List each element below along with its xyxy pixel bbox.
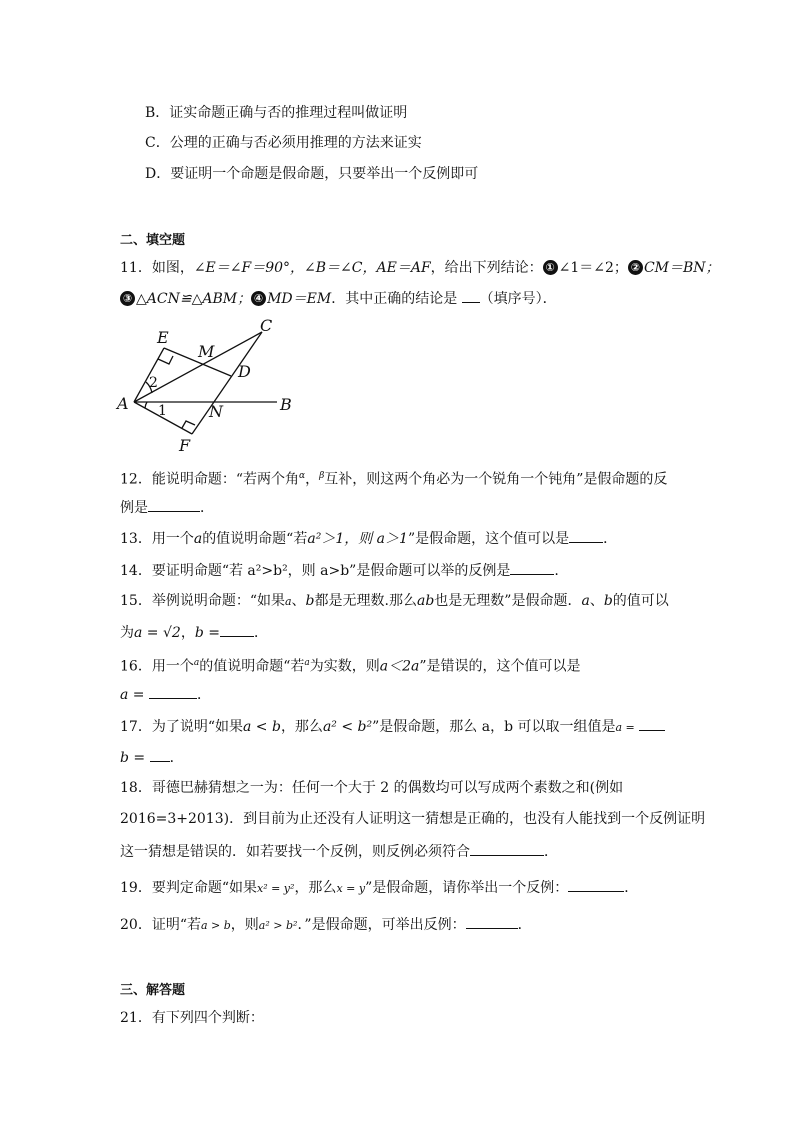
- q12-text-c: 互补，则这两个角必为一个锐角一个钝角”是假命题的反: [324, 471, 668, 488]
- q14-end: .: [554, 563, 559, 579]
- label-n: N: [209, 402, 223, 421]
- question-11-line-1: [120, 258, 720, 278]
- q16-answer-blank[interactable]: [149, 684, 197, 699]
- question-16-line-1: [120, 653, 581, 677]
- q15-a-2: a: [581, 593, 590, 609]
- q15-comma: ，: [180, 625, 195, 641]
- q15-text-b: 都是无理数.那么: [314, 593, 417, 609]
- label-a: A: [117, 394, 129, 413]
- q12-alpha: α: [298, 471, 306, 481]
- q15-sep: 、: [291, 593, 306, 609]
- question-14: [120, 560, 559, 581]
- q17-a-blank[interactable]: [639, 716, 665, 731]
- q17-conclusion: a² < b²: [322, 719, 373, 735]
- q16-text-c: 为实数，则: [309, 658, 380, 675]
- q11-hint: （填序号）．: [479, 291, 557, 307]
- section-title-fill-in: 二、填空题: [120, 233, 186, 248]
- q18-answer-blank[interactable]: [470, 841, 544, 856]
- angle-label-1: 1: [158, 403, 167, 419]
- circled-3: ③: [120, 291, 135, 306]
- q15-a: a: [284, 595, 292, 608]
- q11-result-3: △ACN≌△ABM；: [136, 291, 252, 307]
- q15-b-2: b: [603, 593, 613, 609]
- q11-answer-blank[interactable]: [462, 288, 480, 303]
- right-angle-f: [182, 421, 195, 428]
- q11-result-1: ∠1＝∠2；: [558, 260, 628, 276]
- q14-text: 14．要证明命题“若 a²>b²，则 a>b”是假命题可以举的反例是: [120, 563, 511, 579]
- label-f: F: [179, 436, 191, 455]
- question-15-line-2: [120, 622, 268, 643]
- q12-beta: β: [319, 471, 325, 481]
- q13-end: ．: [603, 531, 618, 547]
- q15-end: ．: [253, 625, 268, 641]
- question-16-line-2: [120, 684, 211, 705]
- q12-answer-blank[interactable]: [148, 497, 200, 512]
- q20-text-c: ．”是假命题，可举出反例：: [297, 917, 466, 933]
- q16-inequality: a＜2a: [379, 658, 420, 675]
- q17-end: ．: [169, 750, 184, 766]
- geometry-figure: [112, 316, 312, 456]
- q17-text-b: ，那么: [280, 719, 323, 735]
- question-18-line-2: 2016=3+2013)．到目前为止还没有人证明这一猜想是正确的，也没有人能找到一个反例证明: [120, 811, 706, 827]
- question-12-line-2: [120, 497, 214, 518]
- q17-b-eq: b =: [120, 750, 146, 766]
- q17-a-eq: a =: [615, 721, 635, 734]
- q12-text-a: 12．能说明命题：“若两个角: [120, 471, 299, 488]
- label-e: E: [157, 328, 169, 347]
- question-21: 21．有下列四个判断：: [120, 1010, 264, 1026]
- q16-text-a: 16．用一个: [120, 658, 194, 675]
- q11-result-4: MD＝EM: [267, 291, 332, 307]
- question-12-line-1: [120, 466, 667, 490]
- q16-text-b: 的值说明命题“若: [199, 658, 305, 675]
- question-18-line-3: [120, 841, 558, 862]
- q20-condition: a > b: [200, 919, 231, 932]
- label-c: C: [260, 316, 273, 335]
- question-18-line-1: 18．哥德巴赫猜想之一为：任何一个大于 2 的偶数均可以写成两个素数之和(例如: [120, 780, 624, 796]
- q14-answer-blank[interactable]: [510, 560, 554, 575]
- q17-text-c: ”是假命题，那么 a，b 可以取一组值是: [372, 719, 616, 735]
- q15-text-a: 15．举例说明命题：“如果: [120, 593, 285, 609]
- question-17-line-2: [120, 747, 184, 768]
- q12-text-d: 例是: [120, 500, 148, 516]
- q15-text-e: 为: [120, 625, 134, 641]
- question-15-line-1: [120, 591, 669, 612]
- q18-end: ．: [544, 844, 558, 860]
- question-19: [120, 877, 638, 899]
- q16-a-2: a: [304, 658, 310, 668]
- q11-result-2: CM＝BN；: [643, 260, 720, 276]
- q17-b-blank[interactable]: [150, 747, 170, 762]
- q20-end: ．: [517, 917, 532, 933]
- q19-text-b: ，那么: [294, 880, 337, 896]
- label-m: M: [198, 342, 215, 361]
- question-11-line-2: [120, 288, 557, 309]
- option-c: C．公理的正确与否必须用推理的方法来证实: [145, 135, 422, 151]
- q19-text-c: ”是假命题，请你举出一个反例：: [365, 880, 569, 896]
- angle-1-arc: [145, 402, 147, 408]
- question-17-line-1: [120, 716, 665, 738]
- q20-text-a: 20．证明“若: [120, 917, 201, 933]
- q16-text-d: ”是错误的，这个值可以是: [419, 658, 581, 675]
- q15-b-eq: b =: [194, 625, 220, 641]
- q20-answer-blank[interactable]: [466, 914, 518, 929]
- q19-answer-blank[interactable]: [568, 877, 624, 892]
- q18-text: 这一猜想是错误的．如若要找一个反例，则反例必须符合: [120, 844, 470, 860]
- q12-text-b: ，: [305, 471, 320, 488]
- q17-text-a: 17．为了说明“如果: [120, 719, 243, 735]
- q15-sep-2: 、: [589, 593, 604, 609]
- q19-conclusion: x = y: [336, 882, 366, 895]
- q19-condition: x² = y²: [256, 882, 295, 895]
- section-title-solve: 三、解答题: [120, 983, 186, 998]
- label-d: D: [238, 362, 251, 381]
- q19-end: ．: [624, 880, 639, 896]
- q11-condition: ∠E＝∠F＝90°，∠B＝∠C，AE＝AF: [193, 260, 431, 276]
- q19-text-a: 19．要判定命题“如果: [120, 880, 257, 896]
- q13-answer-blank[interactable]: [569, 528, 603, 543]
- q13-text-c: ”是假命题，这个值可以是: [407, 531, 570, 547]
- q13-text-b: 的值说明命题“若: [202, 531, 308, 547]
- question-20: [120, 914, 532, 936]
- option-d: D．要证明一个命题是假命题，只要举出一个反例即可: [145, 166, 479, 182]
- q15-a-value: a = √2: [134, 625, 181, 641]
- circled-1: ①: [543, 260, 558, 275]
- question-13: [120, 528, 617, 549]
- q12-end: ．: [200, 500, 214, 516]
- q15-ab: ab: [416, 593, 435, 609]
- q15-b: b: [305, 593, 315, 609]
- q16-a: a: [193, 658, 200, 668]
- q13-condition: a²＞1，则 a＞1: [307, 531, 408, 547]
- q20-text-b: ，则: [230, 917, 259, 933]
- angle-label-2: 2: [149, 375, 158, 391]
- q17-condition: a < b: [242, 719, 281, 735]
- q16-a-eq: a =: [120, 687, 145, 703]
- q13-text-a: 13．用一个: [120, 531, 194, 547]
- q15-text-d: 的值可以: [612, 593, 669, 609]
- q11-text: ，给出下列结论：: [430, 260, 543, 276]
- option-b: B．证实命题正确与否的推理过程叫做证明: [145, 105, 408, 121]
- circled-4: ④: [251, 291, 266, 306]
- q13-var: a: [193, 531, 203, 547]
- label-b: B: [280, 395, 292, 414]
- q20-conclusion: a² > b²: [258, 919, 298, 932]
- right-angle-e: [158, 356, 173, 364]
- q15-text-c: 也是无理数”是假命题．: [434, 593, 582, 609]
- circled-2: ②: [628, 260, 643, 275]
- q16-end: ．: [196, 687, 211, 703]
- q15-answer-blank[interactable]: [220, 622, 254, 637]
- q11-question: ．其中正确的结论是: [331, 291, 458, 307]
- q11-intro: 11．如图，: [120, 260, 194, 276]
